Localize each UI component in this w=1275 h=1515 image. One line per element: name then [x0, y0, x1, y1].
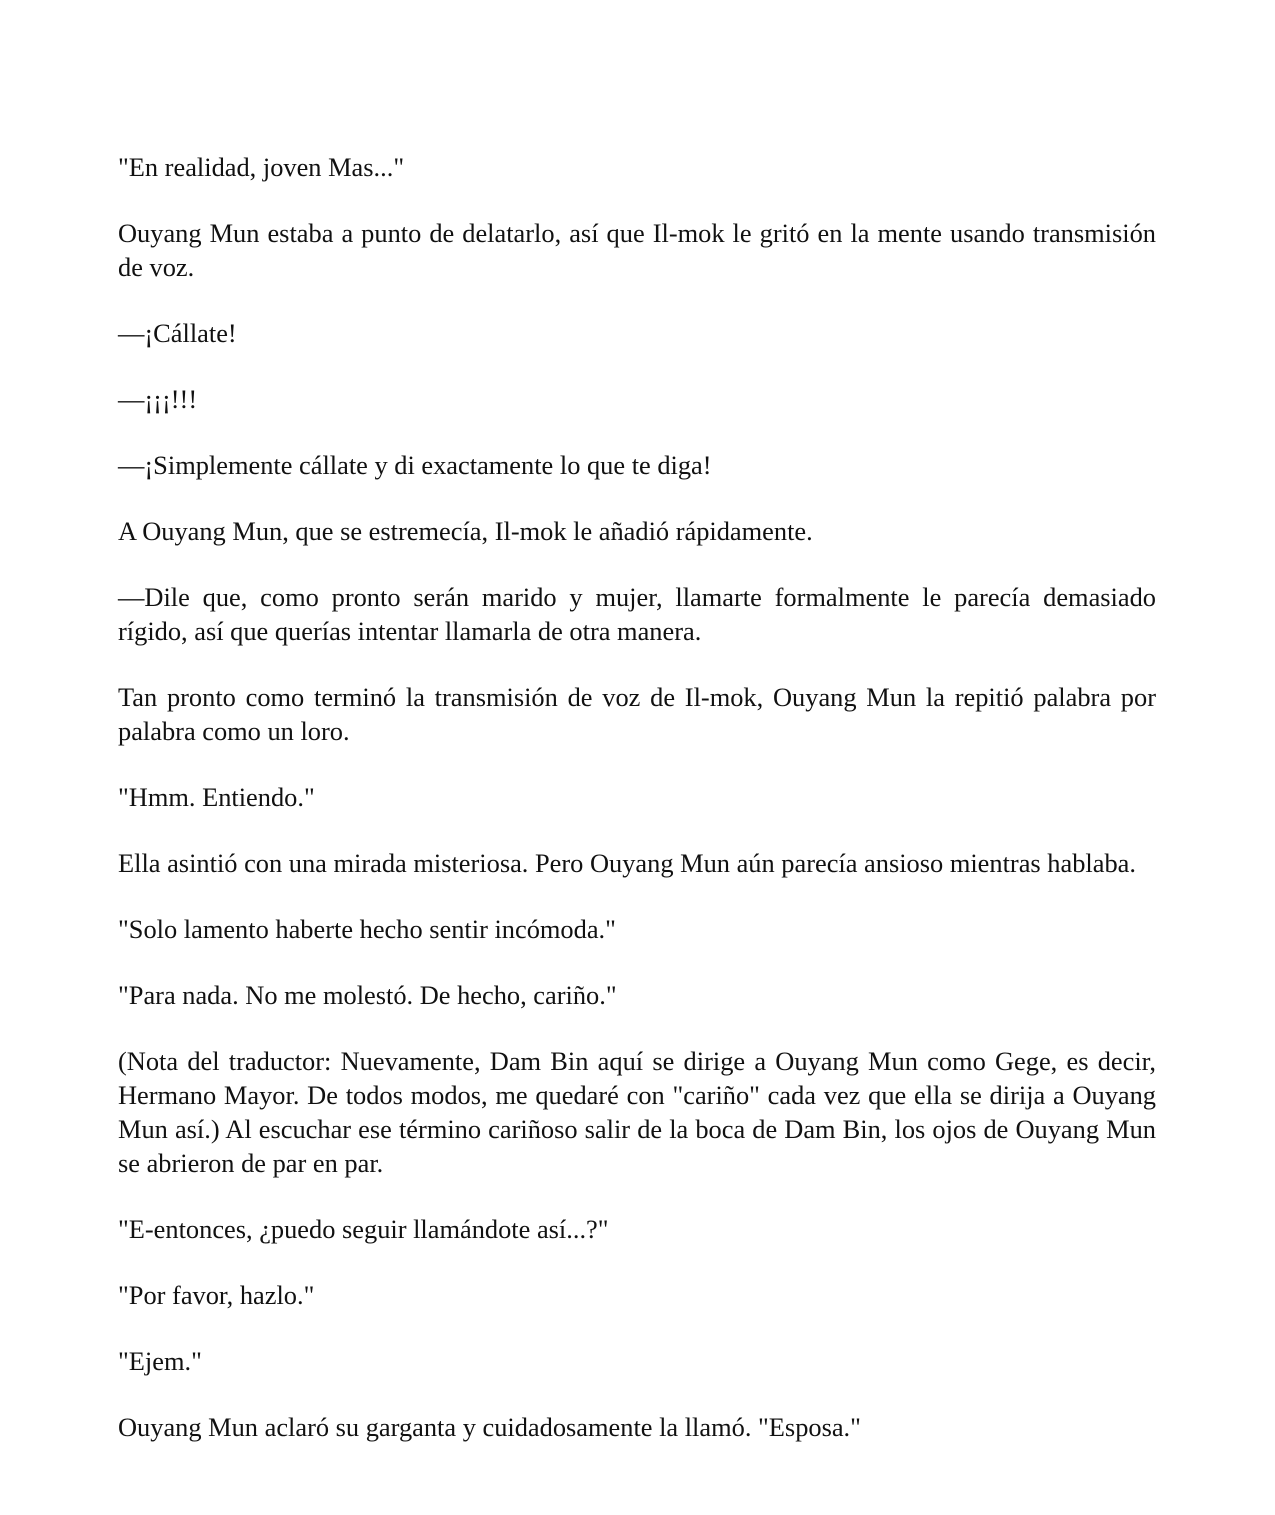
paragraph-4: —¡¡¡!!! — [118, 384, 198, 414]
paragraph-15: "Por favor, hazlo." — [118, 1280, 315, 1310]
paragraph-3: —¡Cállate! — [118, 318, 237, 348]
paragraph-10: Ella asintió con una mirada misteriosa. Pero Ouyang Mun aún parecía ansioso mientras hablaba. — [118, 848, 1136, 878]
paragraph-9: "Hmm. Entiendo." — [118, 782, 315, 812]
paragraph-13: (Nota del traductor: Nuevamente, Dam Bin aquí se dirige a Ouyang Mun como Gege, es decir, Hermano Mayor. De todos modos, me quedaré con "cariño" cada vez que ella se dirija a Ouyang Mun así.) Al escuchar ese término cariñoso salir de la boca de Dam Bin, los ojos de Ouyang Mun se abrieron de par en par. — [118, 1046, 1156, 1178]
paragraph-17: Ouyang Mun aclaró su garganta y cuidadosamente la llamó. "Esposa." — [118, 1412, 861, 1442]
paragraph-12: "Para nada. No me molestó. De hecho, cariño." — [118, 980, 617, 1010]
paragraph-6: A Ouyang Mun, que se estremecía, Il-mok le añadió rápidamente. — [118, 516, 813, 546]
paragraph-2: Ouyang Mun estaba a punto de delatarlo, así que Il-mok le gritó en la mente usando transmisión de voz. — [118, 218, 1156, 282]
document-page — [118, 150, 1156, 1476]
paragraph-8: Tan pronto como terminó la transmisión de voz de Il-mok, Ouyang Mun la repitió palabra por palabra como un loro. — [118, 682, 1156, 746]
paragraph-5: —¡Simplemente cállate y di exactamente lo que te diga! — [118, 450, 712, 480]
paragraph-14: "E-entonces, ¿puedo seguir llamándote así...?" — [118, 1214, 609, 1244]
paragraph-1: "En realidad, joven Mas..." — [118, 152, 405, 182]
paragraph-7: —Dile que, como pronto serán marido y mujer, llamarte formalmente le parecía demasiado rígido, así que querías intentar llamarla de otra manera. — [118, 582, 1156, 646]
paragraph-16: "Ejem." — [118, 1346, 202, 1376]
paragraph-11: "Solo lamento haberte hecho sentir incómoda." — [118, 914, 616, 944]
